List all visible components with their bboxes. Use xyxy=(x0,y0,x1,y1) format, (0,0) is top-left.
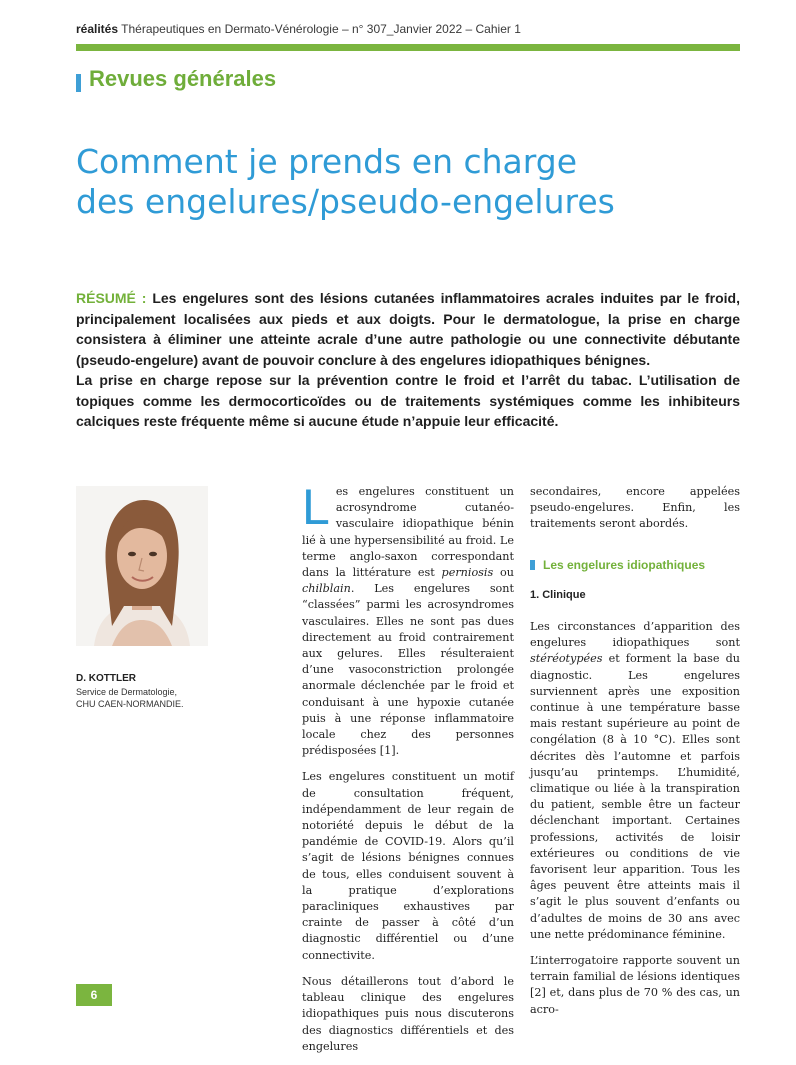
body-text: Les circonstances d’apparition des engelures idiopathiques sont xyxy=(530,620,740,650)
article-title-line-2: des engelures/pseudo-engelures xyxy=(76,182,615,221)
body-paragraph-1 xyxy=(302,479,514,759)
subheading-marker xyxy=(530,560,535,570)
author-affiliation xyxy=(76,686,184,710)
journal-issue: Thérapeutiques en Dermato-Vénérologie – n° 307_Janvier 2022 – Cahier 1 xyxy=(121,22,521,36)
subheading-text: Les engelures idiopathiques xyxy=(543,557,706,572)
body-text: . Les engelures sont “classées” parmi les acrosyndromes vasculaires. Elles ne sont pas dues directement au froid contrairement aux gelures. Elles résulteraient d’une vasoconstriction prolongée anormale déclenchée par le froid et conduisant à une hypoxie cutanée puis à une réponse inflammatoire locale chez des personnes prédisposées [1]. xyxy=(302,582,514,758)
section-title: Revues générales xyxy=(89,66,277,91)
author-portrait-illustration xyxy=(76,486,208,646)
subheading xyxy=(530,557,740,573)
body-text: et forment la base du diagnostic. Les engelures surviennent après une exposition continue à une température basse mais restant supérieure au point de congélation (8 à 10 °C). Elles sont décrites dès l’automne et parfois jusqu’au printemps. L’humidité, climatique ou liée à la transpiration du patient, semble être un facteur déclenchant important. Certaines professions, activités de loisir extérieures ou conditions de vie favorisent leur apparition. Tous les âges peuvent être atteints mais il s’agit le plus souvent d’enfants ou d’adultes de moins de 30 ans avec une nette prédominance féminine. xyxy=(530,652,740,941)
body-text: ou xyxy=(493,566,514,580)
abstract-label: RÉSUMÉ : xyxy=(76,290,147,306)
body-column-1 xyxy=(302,479,514,1065)
body-term: chilblain xyxy=(302,582,351,596)
abstract-text-1: Les engelures sont des lésions cutanées inflammatoires acrales induites par le froid, principalement localisées aux pieds et aux doigts. Pour le dermatologue, la prise en charge consistera à éliminer une atteinte acrale d’une autre pathologie ou une connectivite débutante (pseudo-engelure) avant de pouvoir conclure à des engelures idiopathiques bénignes. xyxy=(76,290,740,368)
author-affiliation-line-1: Service de Dermatologie, xyxy=(76,687,178,697)
body-paragraph-2: Les engelures constituent un motif de consultation fréquent, indépendamment de leur regain de notoriété depuis le début de la pandémie de COVID-19. Alors qu’il s’agit de lésions bénignes connues de tous, elles conduisent souvent à la pratique d’explorations paracliniques exhaustives par crainte de passer à côté d’un diagnostic différentiel ou d’une connectivite. xyxy=(302,770,514,962)
sub-subheading: 1. Clinique xyxy=(530,588,586,601)
abstract xyxy=(76,288,740,432)
body-paragraph-4: secondaires, encore appelées pseudo-engelures. Enfin, les traitements seront abordés. xyxy=(530,485,740,531)
article-title-line-1: Comment je prends en charge xyxy=(76,142,577,181)
body-paragraph-6: L’interrogatoire rapporte souvent un terrain familial de lésions identiques [2] et, dans plus de 70 % des cas, un acro- xyxy=(530,954,740,1016)
page-number: 6 xyxy=(76,984,112,1006)
body-paragraph-5 xyxy=(530,619,740,943)
abstract-paragraph-2: La prise en charge repose sur la prévention contre le froid et l’arrêt du tabac. L’utilisation de topiques comme les dermocorticoïdes ou de traitements systémiques comme les inhibiteurs calciques reste fréquente même si aucune étude n’appuie leur efficacité. xyxy=(76,372,740,429)
article-title xyxy=(76,142,756,222)
drop-cap: L xyxy=(302,479,330,535)
author-affiliation-line-2: CHU CAEN-NORMANDIE. xyxy=(76,699,184,709)
running-header xyxy=(76,22,756,36)
body-term: perniosis xyxy=(441,566,494,580)
author-name: D. KOTTLER xyxy=(76,673,136,684)
body-text: es engelures constituent un acrosyndrome cutanéo-vasculaire idiopathique bénin lié à une hypersensibilité au froid. Le terme anglo-saxon correspondant dans la littérature est xyxy=(302,485,514,580)
body-term: stéréotypées xyxy=(530,652,603,666)
journal-brand: réalités xyxy=(76,22,119,36)
body-column-2 xyxy=(530,484,740,1028)
section-marker xyxy=(76,74,81,92)
header-rule xyxy=(76,44,740,51)
abstract-paragraph-1 xyxy=(76,288,740,370)
body-paragraph-3: Nous détaillerons tout d’abord le tableau clinique des engelures idiopathiques puis nous discuterons des diagnostics différentiels et des engelures xyxy=(302,974,514,1053)
author-photo xyxy=(76,486,208,646)
